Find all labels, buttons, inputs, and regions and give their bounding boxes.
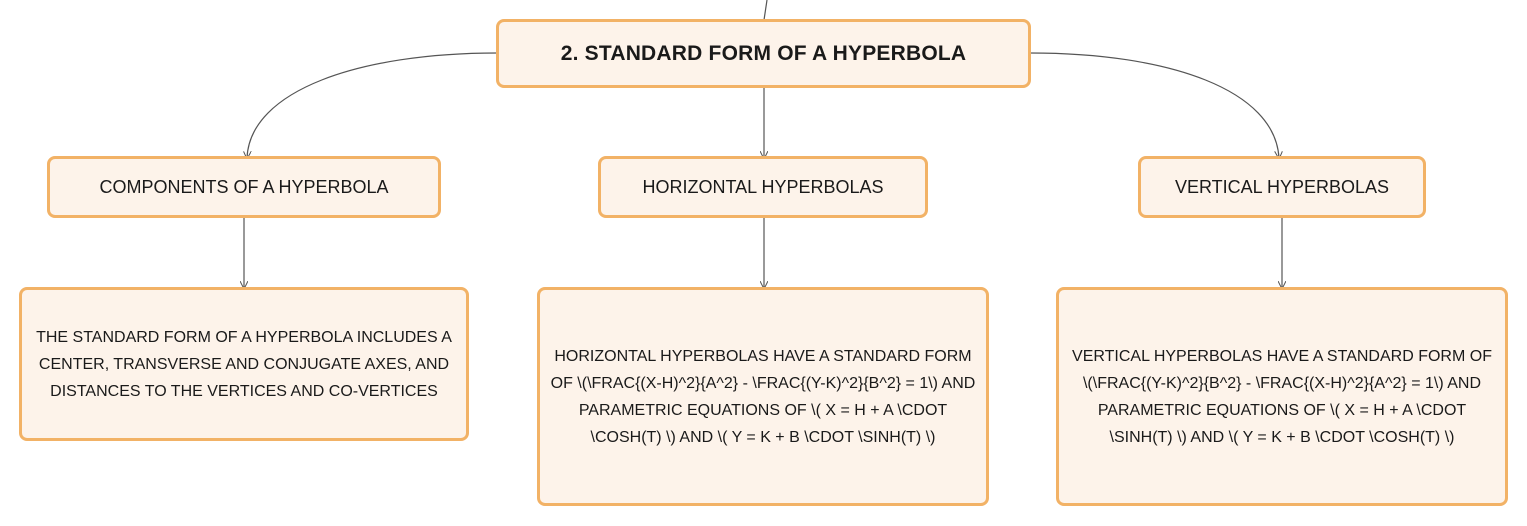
root-node[interactable] bbox=[496, 19, 1031, 88]
root-node-label: 2. STANDARD FORM OF A HYPERBOLA bbox=[560, 41, 967, 65]
incoming-connector bbox=[764, 0, 767, 20]
branch-node-vertical[interactable] bbox=[1138, 156, 1426, 218]
detail-node-vertical[interactable] bbox=[1056, 287, 1508, 506]
connector-root-to-vertical bbox=[1030, 53, 1279, 158]
branch-node-horizontal[interactable] bbox=[598, 156, 928, 218]
connector-root-to-components bbox=[247, 53, 497, 158]
detail-node-text: HORIZONTAL HYPERBOLAS HAVE A STANDARD FORM OF \(\FRAC{(X-H)^2}{A^2} - \FRAC{(Y-K)^2}{B^2} = 1\) AND PARAMETRIC EQUATIONS OF \( X = H + A \CDOT \COSH(T) \) AND \( Y = K + B \CDOT \SINH(T) \) bbox=[550, 347, 976, 446]
branch-node-label: COMPONENTS OF A HYPERBOLA bbox=[99, 176, 389, 197]
branch-node-label: VERTICAL HYPERBOLAS bbox=[1174, 176, 1390, 197]
detail-node-text: VERTICAL HYPERBOLAS HAVE A STANDARD FORM OF \(\FRAC{(Y-K)^2}{B^2} - \FRAC{(X-H)^2}{A^2} = 1\) AND PARAMETRIC EQUATIONS OF \( X = H + A \CDOT \SINH(T) \) AND \( Y = K + B \CDOT \COSH(T) \) bbox=[1072, 347, 1492, 446]
detail-node-components[interactable] bbox=[19, 287, 469, 441]
branch-node-components[interactable] bbox=[47, 156, 441, 218]
detail-node-horizontal[interactable] bbox=[537, 287, 989, 506]
detail-node-text: THE STANDARD FORM OF A HYPERBOLA INCLUDES A CENTER, TRANSVERSE AND CONJUGATE AXES, AND DISTANCES TO THE VERTICES AND CO-VERTICES bbox=[36, 328, 452, 400]
branch-node-label: HORIZONTAL HYPERBOLAS bbox=[642, 176, 884, 197]
